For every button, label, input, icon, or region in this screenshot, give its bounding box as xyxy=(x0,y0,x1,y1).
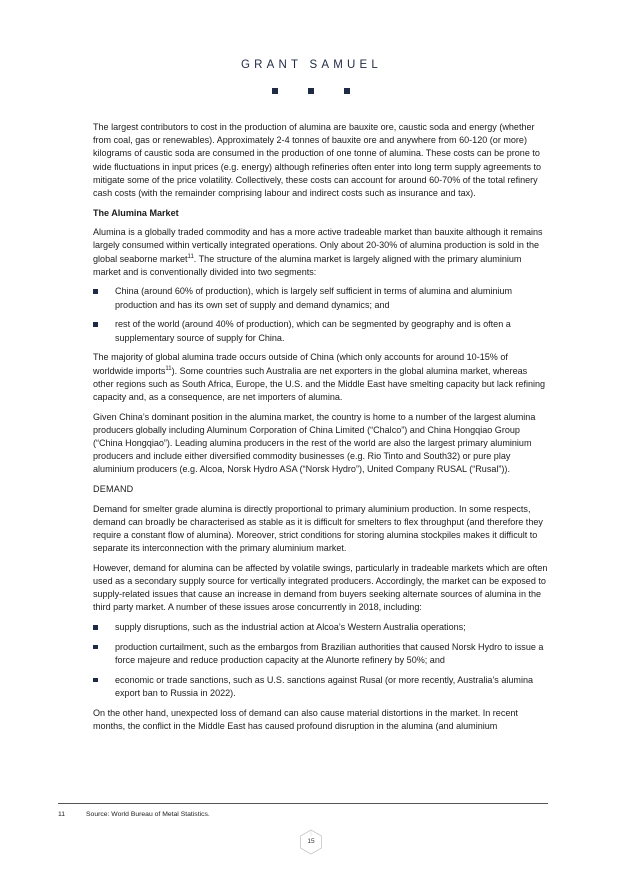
bullet-list xyxy=(93,285,549,344)
body-content xyxy=(93,121,549,740)
list-item xyxy=(93,318,549,344)
list-item-text: rest of the world (around 40% of production), which can be segmented by geography and is often a supplementary source of supply for China. xyxy=(115,319,511,343)
list-item xyxy=(93,674,549,700)
page-number: 15 xyxy=(307,838,315,845)
list-item-text: production curtailment, such as the embargos from Brazilian authorities that caused Norsk Hydro to issue a force majeure and reduce production capacity at the Alunorte refinery by 50%; and xyxy=(115,641,544,666)
list-item xyxy=(93,285,549,311)
bullet-square-icon xyxy=(93,645,98,650)
logo-square xyxy=(272,88,278,94)
logo-square xyxy=(308,88,314,94)
footnote-ref[interactable]: 11 xyxy=(165,365,172,372)
list-item xyxy=(93,621,549,634)
logo-squares xyxy=(0,88,623,96)
footnote xyxy=(58,811,210,818)
section-heading: The Alumina Market xyxy=(93,207,179,218)
page-header xyxy=(0,59,623,71)
list-item-text: economic or trade sanctions, such as U.S. sanctions against Rusal (or more recently, Australia’s alumina export ban to Russia in 2022). xyxy=(115,674,534,699)
paragraph: Given China’s dominant position in the alumina market, the country is home to a number of the largest alumina producers globally including Aluminum Corporation of China Limited (“Chalco”) and China Hongqiao Group (“China Hongqiao”). Leading alumina producers in the rest of the world are also the largest primary aluminium producers and include either diversified commodity businesses (e.g. Rio Tinto and South32) or pure play aluminium producers (e.g. Alcoa, Norsk Hydro ASA (“Norsk Hydro”), United Company RUSAL (“Rusal”)). xyxy=(93,411,536,475)
bullet-square-icon xyxy=(93,625,98,630)
bullet-square-icon xyxy=(93,289,98,294)
list-item xyxy=(93,641,549,667)
paragraph: However, demand for alumina can be affected by volatile swings, particularly in tradeable markets which are often used as a secondary supply source for vertically integrated producers. Accordingly, the market can be exposed to supply-related issues that cause an increase in demand from buyers seeking alternate sources of alumina in the third party market. A number of these issues arose concurrently in 2018, including: xyxy=(93,562,548,613)
paragraph-text: . The structure of the alumina market is largely aligned with the primary aluminium market and is conventionally divided into two segments: xyxy=(93,253,522,277)
list-item-text: China (around 60% of production), which is largely self sufficient in terms of alumina and aluminium production and has its own set of supply and demand dynamics; and xyxy=(115,286,513,310)
bullet-square-icon xyxy=(93,678,98,683)
paragraph-text: Alumina is a globally traded commodity and has a more active tradeable market than bauxite although it remains largely consumed within vertically integrated operations. Only about 20-30% of alumina production is sold in the global seaborne market xyxy=(93,227,543,264)
paragraph-text: ). Some countries such Australia are net exporters in the global alumina market, whereas other regions such as South Africa, Europe, the U.S. and the Middle East have smelting capacity but lack refining capacity and, as a consequence, are net importers of alumina. xyxy=(93,365,546,403)
list-item-text: supply disruptions, such as the industrial action at Alcoa’s Western Australia operations; xyxy=(115,622,466,633)
paragraph: On the other hand, unexpected loss of demand can also cause material distortions in the market. In recent months, the conflict in the Middle East has caused profound disruption in the alumina (and aluminium xyxy=(93,707,518,732)
footnote-ref[interactable]: 11 xyxy=(187,253,194,260)
paragraph xyxy=(93,351,549,404)
grant-samuel-logo: GRANT SAMUEL xyxy=(241,59,382,71)
bullet-list xyxy=(93,621,549,700)
paragraph-text: The majority of global alumina trade occurs outside of China (which only accounts for around 10-15% of worldwide imports xyxy=(93,352,508,376)
footnote-text: Source: World Bureau of Metal Statistics. xyxy=(86,811,210,818)
paragraph xyxy=(93,226,549,279)
bullet-square-icon xyxy=(93,322,98,327)
section-heading: DEMAND xyxy=(93,484,134,495)
footnote-number: 11 xyxy=(58,811,66,818)
paragraph: The largest contributors to cost in the production of alumina are bauxite ore, caustic soda and energy (whether from coal, gas or renewables). Approximately 2-4 tonnes of bauxite ore and anywhere from 60-120 (or more) kilograms of caustic soda are consumed in the production of one tonne of alumina. These costs can be prone to wide fluctuations in input prices (e.g. energy) although refineries often enter into long term supply agreements to mitigate some of the price volatility. Collectively, these costs can account for around 60-70% of the total refinery cash costs (with the remainder comprising labour and indirect costs such as insurance and tax). xyxy=(93,122,542,199)
footnote-divider xyxy=(58,803,548,804)
page-number-badge xyxy=(299,829,323,855)
logo-square xyxy=(344,88,350,94)
paragraph: Demand for smelter grade alumina is directly proportional to primary aluminium production. In some respects, demand can broadly be characterised as stable as it is difficult for smelters to flex throughput (and therefore they require a constant flow of alumina). Moreover, strict conditions for storing alumina stockpiles makes it difficult to separate its interconnection with the primary aluminium market. xyxy=(93,503,543,554)
